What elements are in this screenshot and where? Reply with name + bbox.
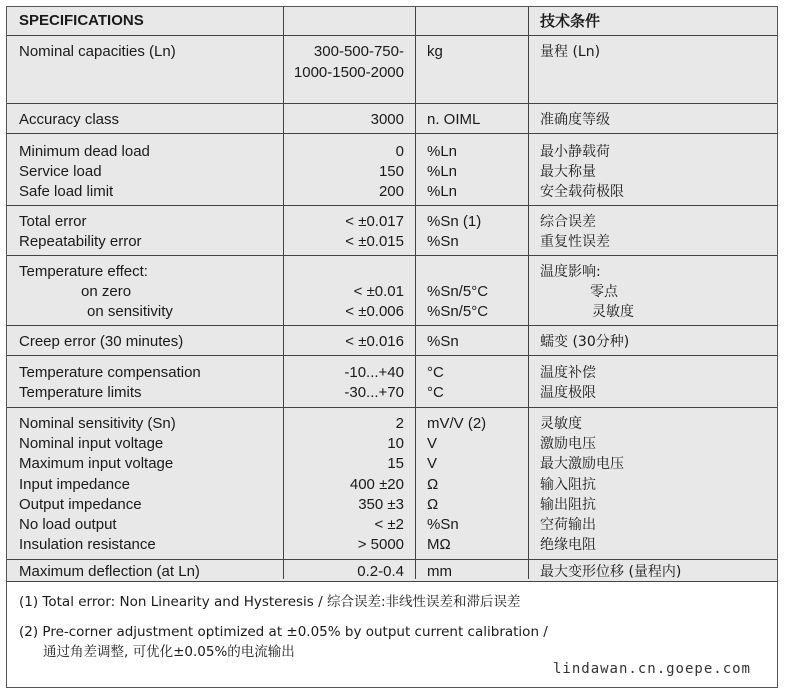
table-row — [7, 103, 777, 133]
row-value: 400 ±20 — [349, 476, 404, 493]
row-unit: V — [427, 455, 438, 472]
row-cn: 准确度等级 — [540, 112, 610, 128]
row-value: < ±2 — [374, 516, 404, 533]
row-label: Insulation resistance — [19, 536, 156, 553]
footnotes — [7, 581, 777, 687]
row-label: Temperature limits — [19, 384, 142, 401]
row-cn: 温度影响: — [540, 264, 601, 280]
row-unit: %Ln — [427, 143, 458, 160]
row-cn: 输入阻抗 — [540, 477, 596, 493]
table-row — [7, 133, 777, 205]
row-unit: V — [427, 435, 438, 452]
header-en: SPECIFICATIONS — [19, 12, 144, 29]
row-unit: %Sn/5°C — [427, 283, 489, 300]
row-label: Output impedance — [19, 496, 142, 513]
row-cn: 最大激励电压 — [540, 456, 624, 472]
row-value: 150 — [378, 163, 404, 180]
row-cn: 灵敏度 — [592, 304, 634, 320]
row-cn: 蠕变 (30分种) — [540, 334, 630, 350]
row-label: Accuracy class — [19, 111, 120, 128]
table-row — [7, 559, 777, 581]
row-unit: %Ln — [427, 163, 458, 180]
row-unit: %Sn (1) — [427, 213, 482, 230]
row-value: 300-500-750- — [313, 43, 404, 60]
row-unit: Ω — [427, 496, 439, 513]
footnote-2: (2) Pre-corner adjustment optimized at ±0.05% by output current calibration / — [19, 624, 548, 640]
row-label: Nominal sensitivity (Sn) — [19, 415, 176, 432]
row-cn: 综合误差 — [540, 214, 596, 230]
row-unit: %Sn — [427, 516, 459, 533]
table-row — [7, 205, 777, 255]
row-cn: 安全载荷极限 — [540, 184, 624, 200]
column-divider — [528, 7, 529, 579]
row-value: < ±0.006 — [345, 303, 404, 320]
row-label: Maximum deflection (at Ln) — [19, 563, 200, 580]
row-cn: 零点 — [590, 284, 618, 300]
row-cn: 空荷输出 — [540, 517, 596, 533]
row-cn: 重复性误差 — [540, 234, 610, 250]
row-cn: 绝缘电阻 — [540, 537, 596, 553]
row-value: 2 — [395, 415, 404, 432]
row-cn: 最小静载荷 — [540, 144, 610, 160]
row-value: < ±0.017 — [345, 213, 404, 230]
row-cn: 温度补偿 — [540, 365, 596, 381]
row-value: 10 — [387, 435, 404, 452]
row-value: < ±0.015 — [345, 233, 404, 250]
row-value: -30...+70 — [344, 384, 404, 401]
row-label: Temperature compensation — [19, 364, 201, 381]
row-label: Nominal capacities (Ln) — [19, 43, 176, 60]
watermark: lindawan.cn.goepe.com — [552, 661, 751, 677]
row-value: 0.2-0.4 — [357, 563, 404, 580]
table-row — [7, 407, 777, 559]
footnote-1: (1) Total error: Non Linearity and Hysteresis / 综合误差:非线性误差和滞后误差 — [19, 594, 521, 610]
row-unit: %Sn — [427, 233, 459, 250]
row-unit: Ω — [427, 476, 439, 493]
row-label: Service load — [19, 163, 102, 180]
row-cn: 激励电压 — [540, 436, 596, 452]
row-label: Temperature effect: — [19, 263, 148, 280]
row-value: 15 — [387, 455, 404, 472]
row-value: 3000 — [370, 111, 404, 128]
row-value: 350 ±3 — [358, 496, 404, 513]
header-cn: 技术条件 — [540, 12, 601, 30]
row-label: Input impedance — [19, 476, 130, 493]
row-label: Nominal input voltage — [19, 435, 164, 452]
row-unit: %Sn — [427, 333, 459, 350]
row-unit: °C — [427, 364, 444, 381]
row-value: 200 — [378, 183, 404, 200]
row-unit: mm — [427, 563, 452, 580]
row-unit: %Sn/5°C — [427, 303, 489, 320]
row-unit: mV/V (2) — [427, 415, 487, 432]
row-label: Creep error (30 minutes) — [19, 333, 184, 350]
column-divider — [283, 7, 284, 579]
column-divider — [415, 7, 416, 579]
row-unit: %Ln — [427, 183, 458, 200]
row-label: on zero — [81, 283, 132, 300]
row-value: 0 — [395, 143, 404, 160]
row-cn: 温度极限 — [540, 385, 596, 401]
specifications-table — [6, 6, 778, 688]
table-row — [7, 35, 777, 103]
row-unit: n. OIML — [427, 111, 481, 128]
row-cn: 灵敏度 — [540, 416, 582, 432]
row-label: Maximum input voltage — [19, 455, 174, 472]
row-label: Safe load limit — [19, 183, 114, 200]
row-value: < ±0.01 — [353, 283, 404, 300]
row-unit: °C — [427, 384, 444, 401]
row-cn: 最大变形位移 (量程内) — [540, 564, 682, 580]
header-row — [7, 7, 777, 35]
row-unit: kg — [427, 43, 443, 60]
row-value: -10...+40 — [344, 364, 404, 381]
footnote-2-cn: 通过角差调整, 可优化±0.05%的电流输出 — [43, 644, 295, 660]
row-cn: 最大称量 — [540, 164, 596, 180]
row-label: Minimum dead load — [19, 143, 150, 160]
row-label: Total error — [19, 213, 87, 230]
row-value: > 5000 — [357, 536, 404, 553]
row-label: No load output — [19, 516, 117, 533]
row-cn: 量程 (Ln) — [540, 44, 601, 60]
table-row — [7, 255, 777, 325]
row-label: on sensitivity — [87, 303, 173, 320]
row-value-2: 1000-1500-2000 — [293, 64, 404, 81]
table-row — [7, 325, 777, 355]
row-unit: MΩ — [427, 536, 451, 553]
row-label: Repeatability error — [19, 233, 142, 250]
row-value: < ±0.016 — [345, 333, 404, 350]
row-cn: 输出阻抗 — [540, 497, 596, 513]
table-row — [7, 355, 777, 407]
